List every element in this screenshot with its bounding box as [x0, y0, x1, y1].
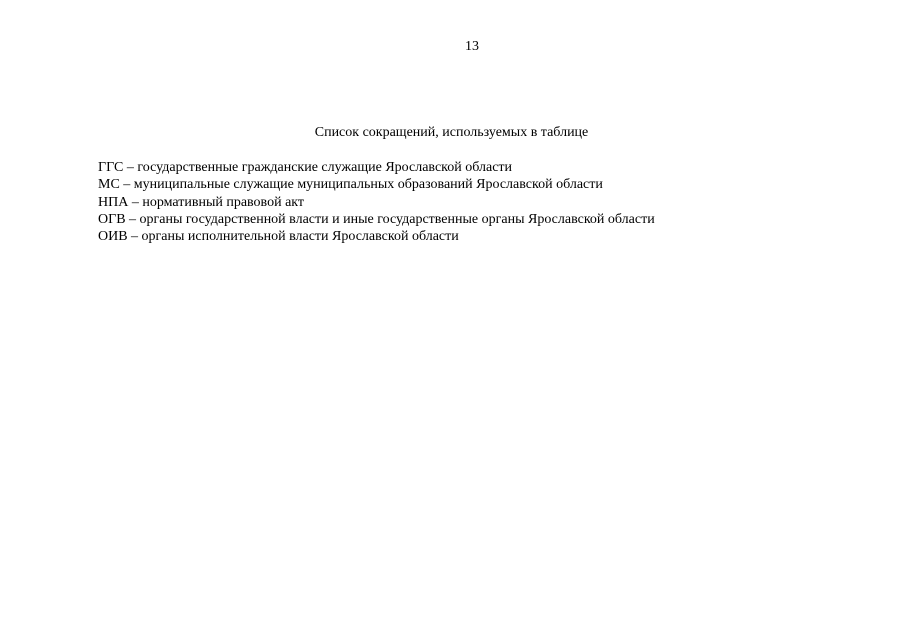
abbreviations-list — [98, 159, 655, 245]
abbreviation-item-ogv: ОГВ – органы государственной власти и иные государственные органы Ярославской области — [98, 211, 655, 227]
abbreviation-item-npa: НПА – нормативный правовой акт — [98, 194, 305, 210]
abbreviation-item-oiv: ОИВ – органы исполнительной власти Ярославской области — [98, 229, 459, 244]
abbreviation-item-ggs: ГГС – государственные гражданские служащие Ярославской области — [98, 160, 513, 175]
abbreviations-title — [0, 125, 905, 141]
abbreviation-item-ms: МС – муниципальные служащие муниципальных образований Ярославской области — [98, 177, 603, 193]
page-number: 13 — [465, 39, 479, 54]
abbreviations-title-text: Список сокращений, используемых в таблице — [314, 125, 589, 140]
